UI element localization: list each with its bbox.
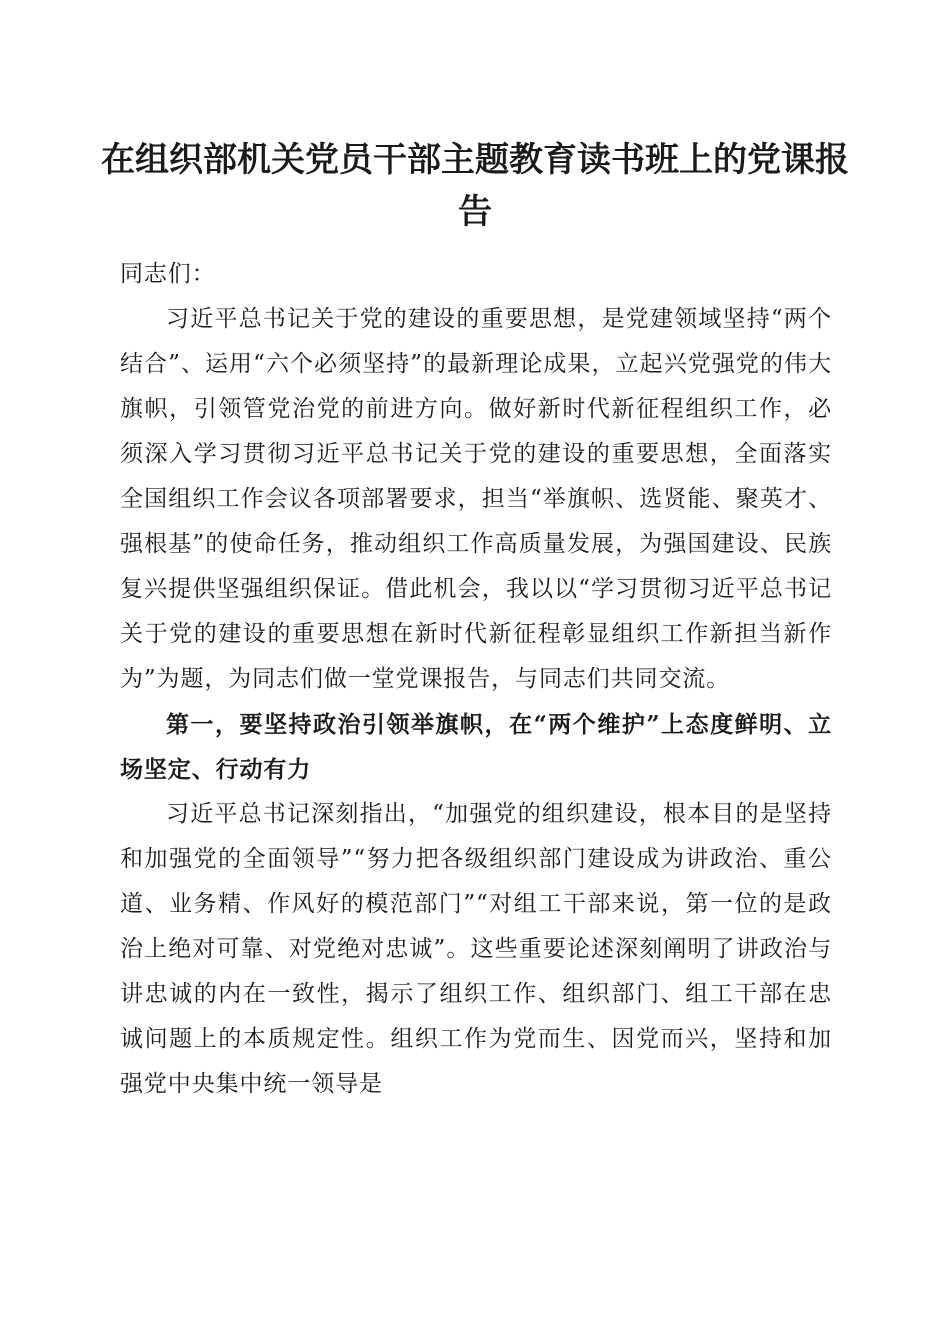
document-body xyxy=(120,252,832,1107)
section-heading-1: 第一，要坚持政治引领举旗帜，在“两个维护”上态度鲜明、立场坚定、行动有力 xyxy=(120,711,832,783)
document-title: 在组织部机关党员干部主题教育读书班上的党课报告 xyxy=(101,140,849,232)
intro-paragraph: 习近平总书记关于党的建设的重要思想，是党建领域坚持“两个结合”、运用“六个必须坚持”的最新理论成果，立起兴党强党的伟大旗帜，引领管党治党的前进方向。做好新时代新征程组织工作，必须深入学习贯彻习近平总书记关于党的建设的重要思想，全面落实全国组织工作会议各项部署要求，担当“举旗帜、选贤能、聚英才、强根基”的使命任务，推动组织工作高质量发展，为强国建设、民族复兴提供坚强组织保证。借此机会，我以以“学习贯彻习近平总书记关于党的建设的重要思想在新时代新征程彰显组织工作新担当新作为”为题，为同志们做一堂党课报告，与同志们共同交流。 xyxy=(120,306,832,692)
salutation: 同志们： xyxy=(120,261,216,287)
section-1-paragraph: 习近平总书记深刻指出，“加强党的组织建设，根本目的是坚持和加强党的全面领导”“努力把各级组织部门建设成为讲政治、重公道、业务精、作风好的模范部门”“对组工干部来说，第一位的是政治上绝对可靠、对党绝对忠诚”。这些重要论述深刻阐明了讲政治与讲忠诚的内在一致性，揭示了组织工作、组织部门、组工干部在忠诚问题上的本质规定性。组织工作为党而生、因党而兴，坚持和加强党中央集中统一领导是 xyxy=(120,801,832,1097)
